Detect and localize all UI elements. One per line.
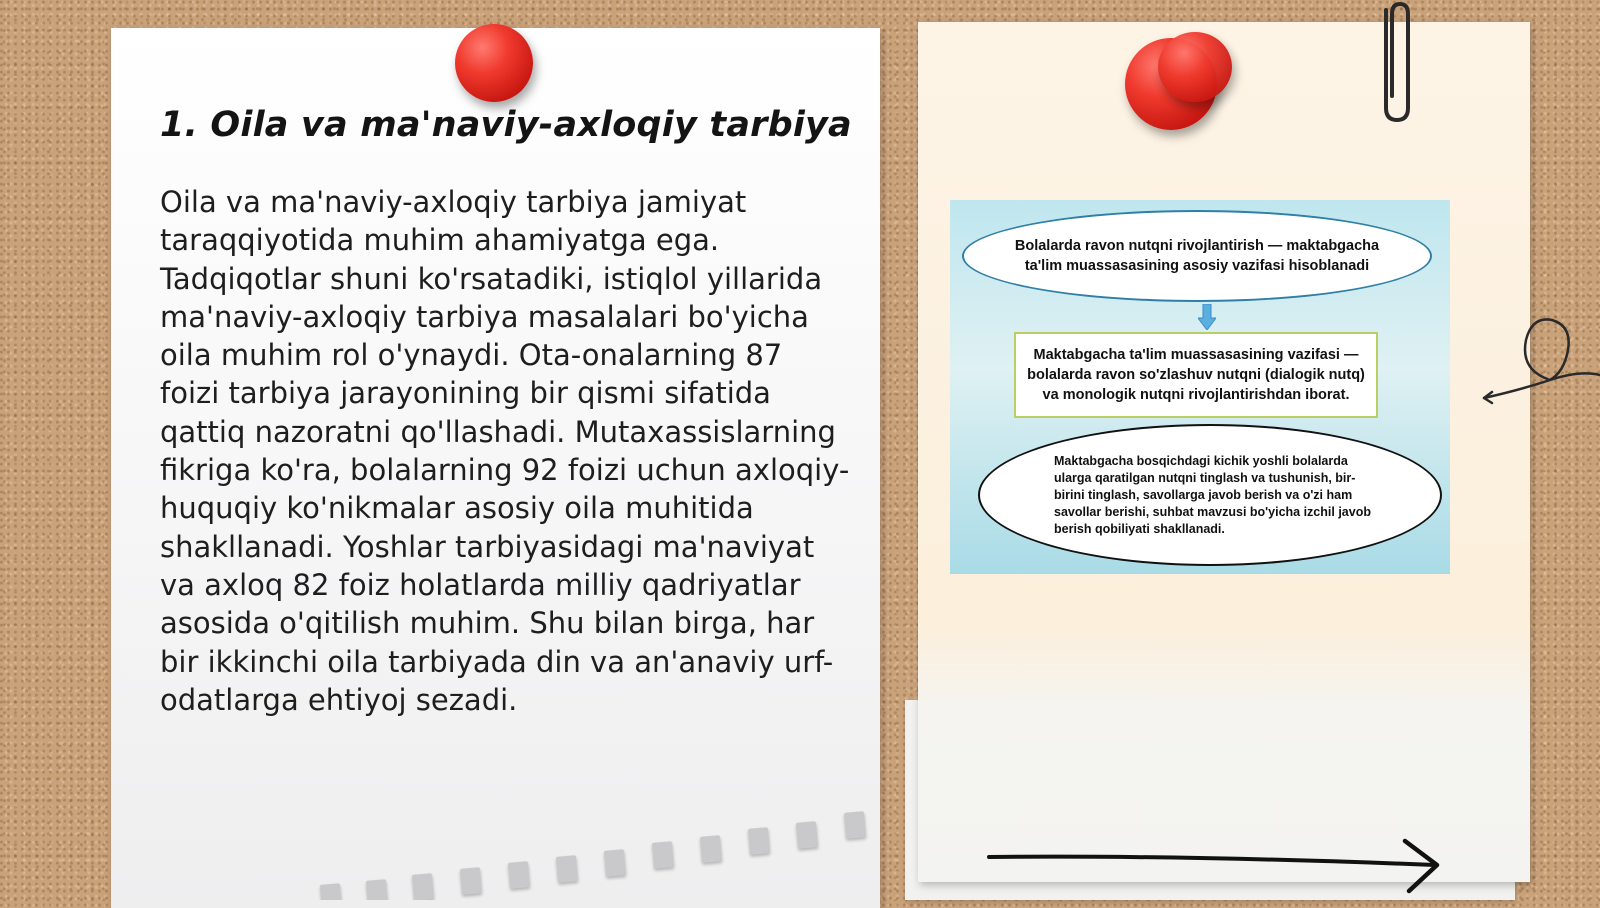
push-pin-icon <box>455 24 533 102</box>
slide-title: 1. Oila va ma'naviy-axloqiy tarbiya <box>160 105 852 145</box>
diagram-box-middle: Maktabgacha ta'lim muassasasining vazifasi — bolalarda ravon so'zlashuv nutqni (dialogik nutq) va monologik nutqni rivojlantirishdan iborat. <box>1014 332 1378 418</box>
paper-clip-icon <box>1372 0 1422 125</box>
arrow-down-icon <box>1198 304 1216 330</box>
diagram-box-bottom: Maktabgacha bosqichdagi kichik yoshli bolalarda ularga qaratilgan nutqni tinglash va tushunish, bir-birini tinglash, savollarga javob berish va o'zi ham savollar berishi, suhbat mavzusi bo'yicha izchil javob berish qobiliyati shakllanadi. <box>978 424 1442 566</box>
string-loop-icon <box>1480 310 1600 410</box>
arrow-right-icon <box>985 835 1450 895</box>
flow-diagram <box>950 200 1450 574</box>
torn-notebook-edge <box>111 800 880 900</box>
slide-body-text: Oila va ma'naviy-axloqiy tarbiya jamiyat taraqqiyotida muhim ahamiyatga ega. Tadqiqotlar shuni ko'rsatadiki, istiqlol yillarida ma'naviy-axloqiy tarbiya masalalari bo'yicha oila muhim rol o'ynaydi. Ota-onalarning 87 foizi tarbiya jarayonining bir qismi sifatida qattiq nazoratni qo'llashadi. Mutaxassislarning fikriga ko'ra, bolalarning 92 foizi uchun axloqiy-huquqiy ko'nikmalar asosiy oila muhitida shakllanadi. Yoshlar tarbiyasidagi ma'naviyat va axloq 82 foiz holatlarda milliy qadriyatlar asosida o'qitilish muhim. Shu bilan birga, har bir ikkinchi oila tarbiyada din va an'anaviy urf-odatlarga ehtiyoj sezadi. <box>160 185 850 717</box>
diagram-box-top: Bolalarda ravon nutqni rivojlantirish — maktabgacha ta'lim muassasasining asosiy vazifasi hisoblanadi <box>962 210 1432 302</box>
push-pin-icon <box>1158 32 1232 102</box>
